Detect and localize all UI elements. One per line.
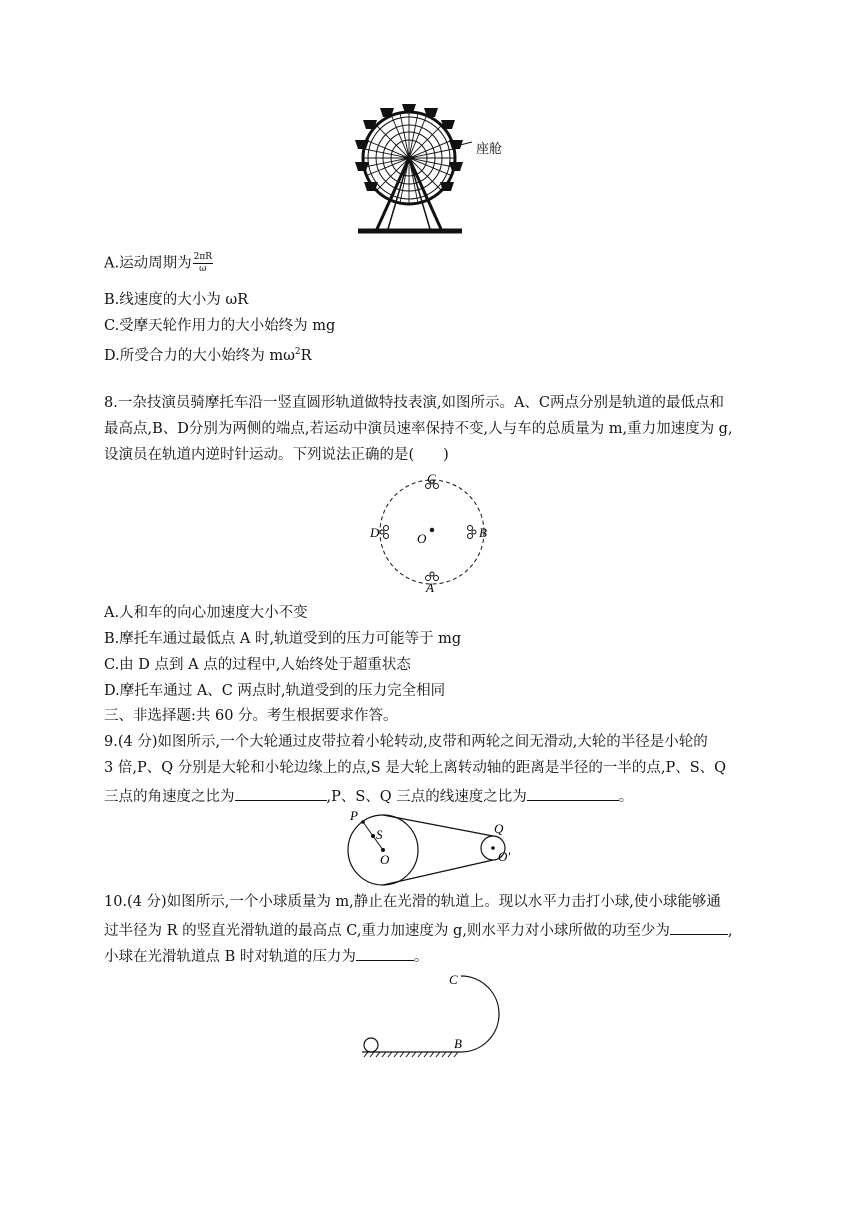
ferris-wheel-figure: [352, 96, 522, 241]
point-b-label: B: [454, 1036, 462, 1051]
section-3-heading: 三、非选择题:共 60 分。考生根据要求作答。: [104, 708, 398, 724]
q8-option-b: B.摩托车通过最低点 A 时,轨道受到的压力可能等于 mg: [104, 631, 462, 647]
q8-option-a: A.人和车的向心加速度大小不变: [104, 605, 308, 621]
answer-blank-linear-ratio[interactable]: [527, 784, 619, 801]
center-o-prime-label: O′: [498, 849, 511, 864]
answer-blank-work[interactable]: [670, 918, 728, 935]
point-d-label: D: [370, 525, 380, 540]
point-q-label: Q: [494, 821, 504, 836]
point-s-label: S: [376, 827, 383, 842]
cabin-label: 座舱: [476, 142, 503, 157]
q8-option-c: C.由 D 点到 A 点的过程中,人始终处于超重状态: [104, 657, 411, 673]
answer-blank-force[interactable]: [356, 944, 414, 961]
q7-option-b: B.线速度的大小为 ωR: [104, 292, 249, 308]
center-o-label: O: [417, 531, 427, 546]
point-c-label: C: [427, 471, 436, 486]
q7-option-c: C.受摩天轮作用力的大小始终为 mg: [104, 318, 336, 334]
q7-option-a: A.运动周期为 $\frac{2\pi R}{\omega}$: [104, 252, 213, 274]
q8-option-d: D.摩托车通过 A、C 两点时,轨道受到的压力完全相同: [104, 683, 446, 699]
q9-stem-line-2: 3 倍,P、Q 分别是大轮和小轮边缘上的点,S 是大轮上离转动轴的距离是半径的一半的点,P、S、Q: [104, 760, 727, 776]
point-c-label: C: [449, 972, 458, 987]
loop-track-figure: [356, 966, 516, 1062]
q8-stem-line-1: 8.一杂技演员骑摩托车沿一竖直圆形轨道做特技表演,如图所示。A、C两点分别是轨道的最低点和: [104, 395, 725, 411]
q9-stem-line-1: 9.(4 分)如图所示,一个大轮通过皮带拉着小轮转动,皮带和两轮之间无滑动,大轮的半径是小轮的: [104, 734, 708, 750]
q10-stem-line-2: 过半径为 R 的竖直光滑轨道的最高点 C,重力加速度为 g,则水平力对小球所做的功至少为 ,: [104, 918, 733, 941]
center-o-label: O: [380, 852, 390, 867]
q7-option-d: D.所受合力的大小始终为 $m\omega^2R$: [104, 347, 312, 364]
fraction-numerator: 2πR: [193, 252, 213, 262]
q8-stem-line-3: 设演员在轨道内逆时针运动。下列说法正确的是( ): [104, 447, 449, 463]
circular-track-figure: [362, 470, 502, 596]
q8-stem-line-2: 最高点,B、D分别为两侧的端点,若运动中演员速率保持不变,人与车的总质量为 m,重力加速度为 g,: [104, 421, 733, 437]
point-p-label: P: [350, 808, 358, 823]
fraction-denominator: ω: [199, 264, 207, 274]
q10-stem-line-3: 小球在光滑轨道点 B 时对轨道的压力为 。: [104, 944, 428, 967]
point-b-label: B: [479, 525, 487, 540]
belt-pulley-figure: [338, 808, 528, 888]
q9-stem-line-3: 三点的角速度之比为 ,P、S、Q 三点的线速度之比为 。: [104, 784, 633, 807]
answer-blank-angular-ratio[interactable]: [235, 784, 327, 801]
q10-stem-line-1: 10.(4 分)如图所示,一个小球质量为 m,静止在光滑的轨道上。现以水平力击打小球,使小球能够通: [104, 894, 721, 910]
point-a-label: A: [426, 580, 434, 595]
